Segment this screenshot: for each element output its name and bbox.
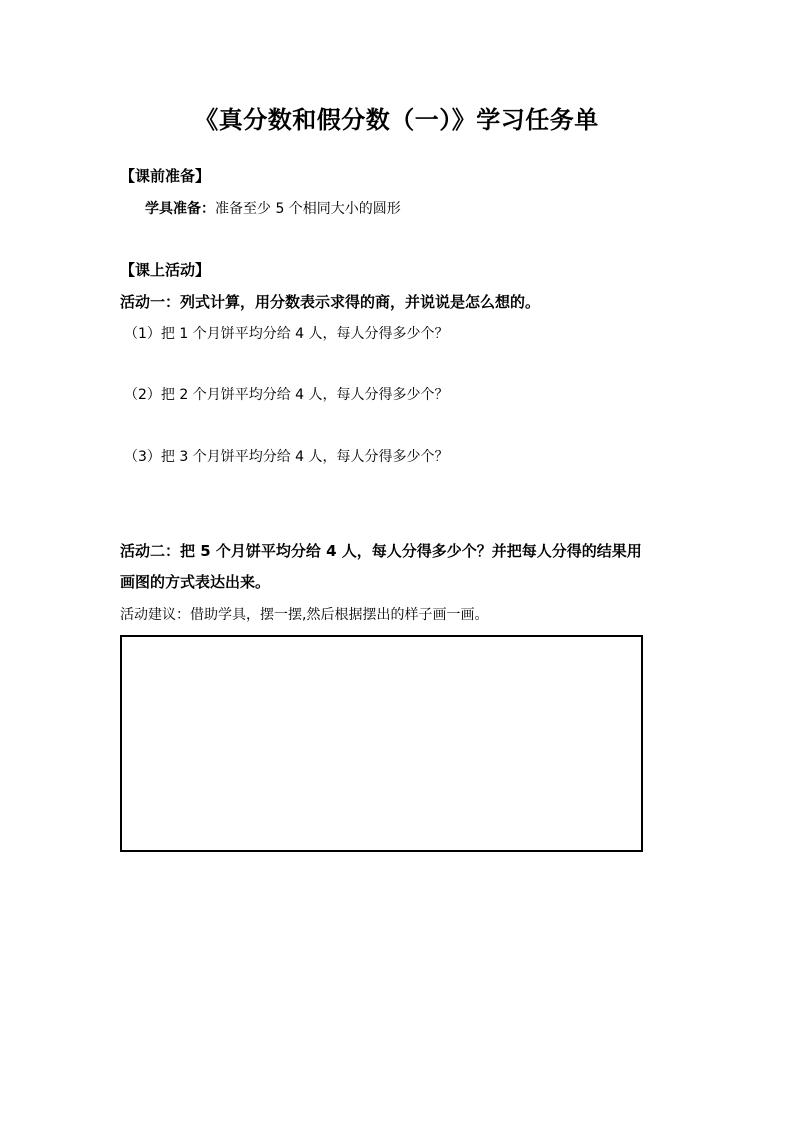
page-title: 《真分数和假分数（一）》学习任务单 (194, 106, 599, 134)
activity2-title-line1: 活动二：把 5 个月饼平均分给 4 人，每人分得多少个？并把每人分得的结果用 (120, 542, 642, 560)
activity1-title: 活动一：列式计算，用分数表示求得的商，并说说是怎么想的。 (120, 293, 541, 311)
activity2-title-line2: 画图的方式表达出来。 (120, 573, 271, 591)
activity1-question-3: （3）把 3 个月饼平均分给 4 人，每人分得多少个？ (124, 449, 449, 465)
in-class-heading: 【课上活动】 (120, 261, 211, 279)
activity1-question-1: （1）把 1 个月饼平均分给 4 人，每人分得多少个？ (124, 326, 449, 342)
drawing-area-box[interactable] (120, 635, 643, 852)
tools-text: 准备至少 5 个相同大小的圆形 (215, 201, 401, 217)
tools-preparation (145, 198, 401, 218)
activity1-question-2: （2）把 2 个月饼平均分给 4 人，每人分得多少个？ (124, 387, 449, 403)
pre-class-heading: 【课前准备】 (120, 167, 211, 185)
tools-label: 学具准备： (145, 201, 215, 217)
activity2-suggestion: 活动建议：借助学具，摆一摆,然后根据摆出的样子画一画。 (120, 607, 489, 623)
